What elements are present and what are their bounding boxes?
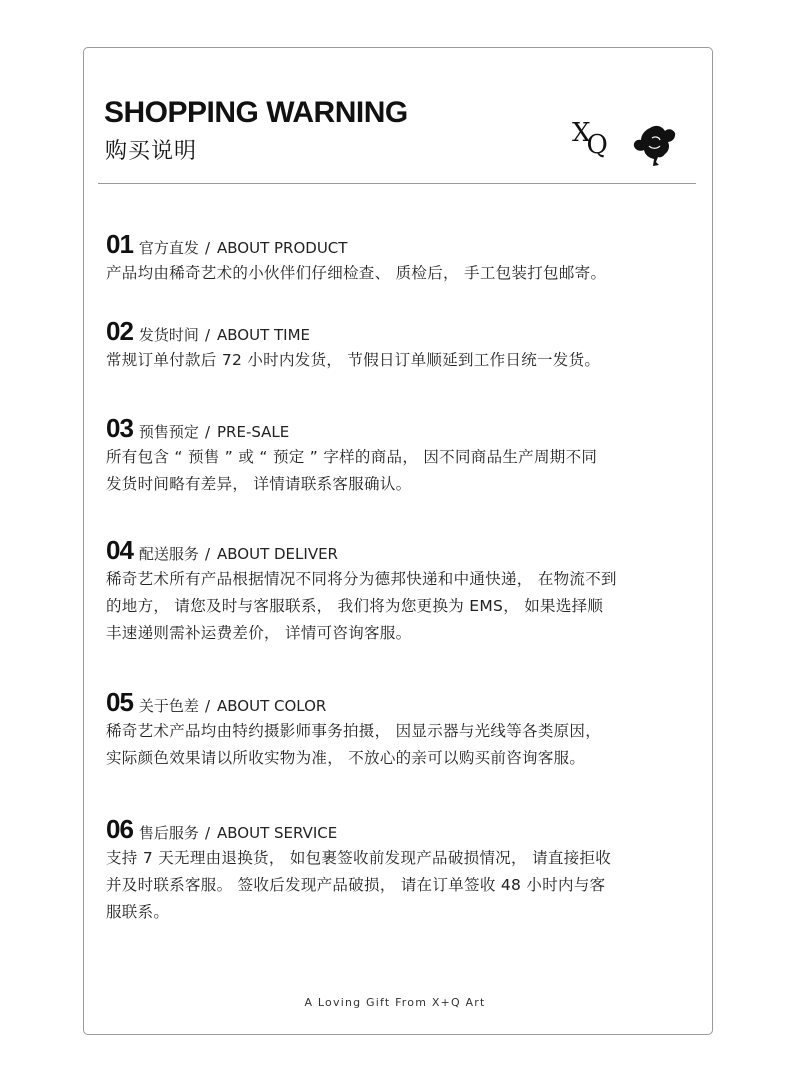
brand-logo-x: X (572, 118, 591, 148)
section-separator: / (204, 239, 210, 257)
section-title-cn: 关于色差 (138, 697, 199, 715)
section-number: 03 (106, 413, 133, 443)
section-title-en: PRE-SALE (217, 423, 290, 441)
section-separator: / (204, 326, 210, 344)
section-title-cn: 预售预定 (138, 423, 199, 441)
section-title-en: ABOUT SERVICE (217, 824, 338, 842)
section-number: 04 (106, 535, 133, 565)
page-title-en: SHOPPING WARNING (104, 96, 408, 129)
section-title-en: ABOUT COLOR (217, 697, 327, 715)
page-title-cn: 购买说明 (105, 139, 198, 164)
section-title-en: ABOUT TIME (217, 326, 311, 344)
section-body: 稀奇艺术所有产品根据情况不同将分为德邦快递和中通快递， 在物流不到 的地方， 请您及时与客服联系， 我们将为您更换为 EMS， 如果选择顺 丰速递则需补运费差价， 详情可咨询客服。 (106, 570, 617, 642)
section-product (106, 229, 696, 287)
section-number: 01 (106, 229, 133, 259)
section-number: 05 (106, 687, 133, 717)
brand-logo-q: Q (586, 130, 608, 160)
section-separator: / (204, 545, 210, 563)
footer-tagline: A Loving Gift From X+Q Art (304, 996, 486, 1009)
section-body: 所有包含 “ 预售 ” 或 “ 预定 ” 字样的商品， 因不同商品生产周期不同 发货时间略有差异， 详情请联系客服确认。 (106, 448, 598, 493)
section-body: 常规订单付款后 72 小时内发货， 节假日订单顺延到工作日统一发货。 (106, 351, 601, 369)
section-title-cn: 发货时间 (138, 326, 199, 344)
header-divider (98, 183, 696, 184)
section-separator: / (204, 423, 210, 441)
section-separator: / (204, 824, 210, 842)
dancing-figure-icon (632, 124, 678, 168)
section-deliver (106, 535, 696, 647)
section-separator: / (204, 697, 210, 715)
section-title-cn: 官方直发 (138, 239, 199, 257)
section-presale (106, 413, 696, 498)
section-title-cn: 配送服务 (138, 545, 199, 563)
section-number: 06 (106, 814, 133, 844)
section-number: 02 (106, 316, 133, 346)
section-body: 稀奇艺术产品均由特约摄影师事务拍摄， 因显示器与光线等各类原因， 实际颜色效果请以所收实物为准， 不放心的亲可以购买前咨询客服。 (106, 722, 602, 767)
section-color (106, 687, 696, 772)
section-title-en: ABOUT DELIVER (217, 545, 338, 563)
brand-logo (572, 118, 608, 160)
section-body: 产品均由稀奇艺术的小伙伴们仔细检查、 质检后， 手工包装打包邮寄。 (106, 264, 607, 282)
section-service (106, 814, 696, 926)
section-time (106, 316, 696, 374)
section-title-en: ABOUT PRODUCT (217, 239, 348, 257)
section-title-cn: 售后服务 (138, 824, 199, 842)
section-body: 支持 7 天无理由退换货， 如包裹签收前发现产品破损情况， 请直接拒收 并及时联系客服。 签收后发现产品破损， 请在订单签收 48 小时内与客 服联系。 (106, 849, 612, 921)
